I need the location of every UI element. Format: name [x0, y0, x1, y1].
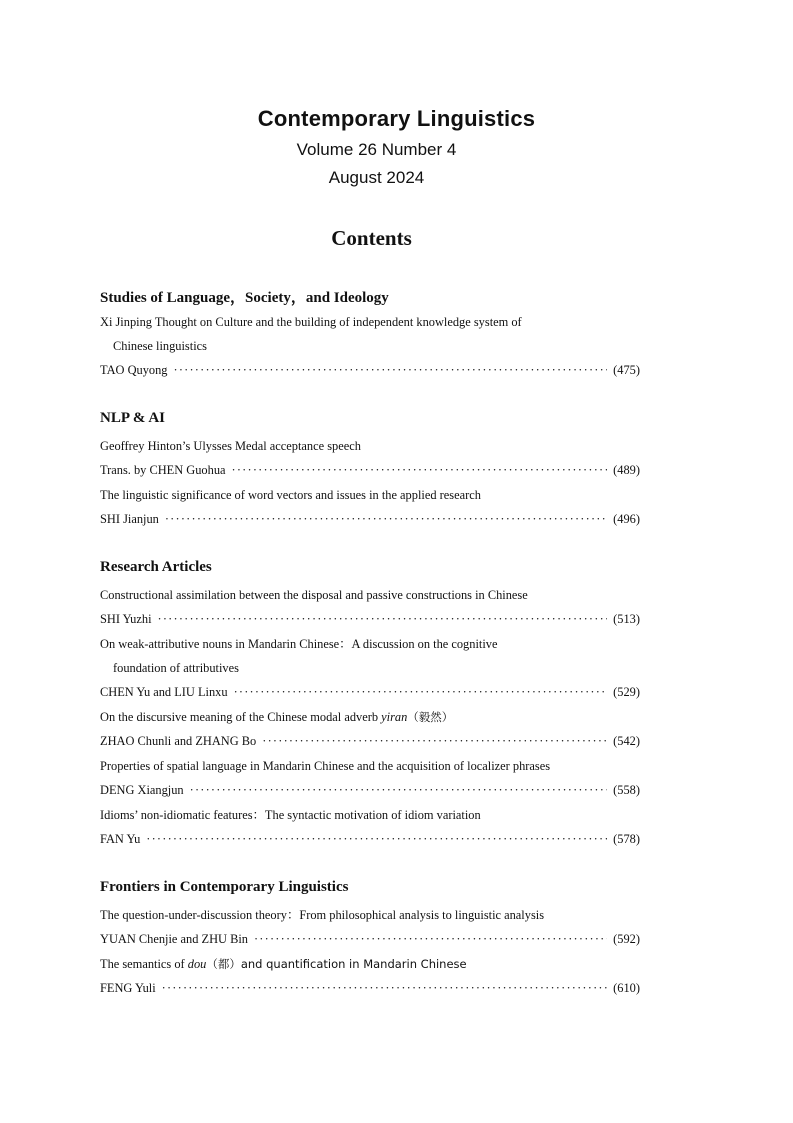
- title-chinese-term: （都）and quantification in Mandarin Chinese: [206, 957, 467, 971]
- article-title-continued: foundation of attributives: [113, 661, 239, 675]
- article-title: The linguistic significance of word vectors and issues in the applied research: [100, 488, 481, 502]
- leader-dots: [190, 781, 608, 799]
- title-text: The semantics of: [100, 957, 188, 971]
- leader-dots: [234, 683, 608, 701]
- leader-dots: [254, 930, 607, 948]
- title-text: On the discursive meaning of the Chinese modal adverb: [100, 710, 382, 724]
- title-chinese-term: （毅然）: [407, 710, 454, 724]
- article-title-continued: Chinese linguistics: [113, 339, 207, 353]
- article-authors: FENG Yuli: [100, 981, 156, 995]
- leader-dots: [162, 979, 608, 997]
- journal-title: Contemporary Linguistics: [257, 106, 536, 131]
- article-authors: TAO Quyong: [100, 363, 168, 377]
- article-authors: FAN Yu: [100, 832, 141, 846]
- page-number: (558): [613, 783, 640, 797]
- article-title: Constructional assimilation between the disposal and passive constructions in Chinese: [100, 588, 528, 602]
- article-title: Idioms’ non-idiomatic features：The syntactic motivation of idiom variation: [100, 808, 481, 822]
- author-line: [100, 683, 640, 701]
- page-number: (475): [613, 363, 640, 377]
- page-number: (578): [613, 832, 640, 846]
- contents-heading: Contents: [331, 226, 412, 250]
- leader-dots: [262, 732, 607, 750]
- author-line: [100, 461, 640, 479]
- article-authors: ZHAO Chunli and ZHANG Bo: [100, 734, 257, 748]
- page-number: (513): [613, 612, 640, 626]
- page-number: (592): [613, 932, 640, 946]
- page-number: (542): [613, 734, 640, 748]
- article-title: Properties of spatial language in Mandarin Chinese and the acquisition of localizer phrases: [100, 759, 551, 773]
- article-authors: DENG Xiangjun: [100, 783, 184, 797]
- author-line: [100, 610, 640, 628]
- issue-date: August 2024: [328, 168, 425, 187]
- volume-number: Volume 26 Number 4: [296, 140, 457, 159]
- article-title: Xi Jinping Thought on Culture and the building of independent knowledge system of: [100, 315, 522, 329]
- leader-dots: [146, 830, 607, 848]
- section-heading: Frontiers in Contemporary Linguistics: [100, 879, 349, 895]
- page-number: (496): [613, 512, 640, 526]
- author-line: [100, 361, 640, 379]
- section-heading: Studies of Language，Society，and Ideology: [100, 290, 389, 306]
- author-line: [100, 930, 640, 948]
- leader-dots: [165, 510, 607, 528]
- section-heading: Research Articles: [100, 559, 212, 575]
- article-authors: SHI Yuzhi: [100, 612, 152, 626]
- article-title: Geoffrey Hinton’s Ulysses Medal acceptance speech: [100, 439, 361, 453]
- leader-dots: [174, 361, 608, 379]
- author-line: [100, 830, 640, 848]
- article-authors: SHI Jianjun: [100, 512, 159, 526]
- section-heading: NLP & AI: [100, 410, 166, 426]
- article-authors: CHEN Yu and LIU Linxu: [100, 685, 228, 699]
- article-title: [100, 955, 640, 973]
- author-line: [100, 781, 640, 799]
- article-title: [100, 708, 640, 726]
- author-line: [100, 732, 640, 750]
- leader-dots: [158, 610, 608, 628]
- page-number: (610): [613, 981, 640, 995]
- title-italic-term: dou: [187, 957, 207, 971]
- article-title: The question-under-discussion theory：From philosophical analysis to linguistic analysis: [100, 908, 545, 922]
- author-line: [100, 979, 640, 997]
- article-title: On weak-attributive nouns in Mandarin Chinese：A discussion on the cognitive: [100, 637, 498, 651]
- article-authors: YUAN Chenjie and ZHU Bin: [100, 932, 248, 946]
- article-authors: Trans. by CHEN Guohua: [100, 463, 226, 477]
- page-number: (529): [613, 685, 640, 699]
- author-line: [100, 510, 640, 528]
- page-number: (489): [613, 463, 640, 477]
- title-italic-term: yiran: [381, 710, 408, 724]
- leader-dots: [232, 461, 608, 479]
